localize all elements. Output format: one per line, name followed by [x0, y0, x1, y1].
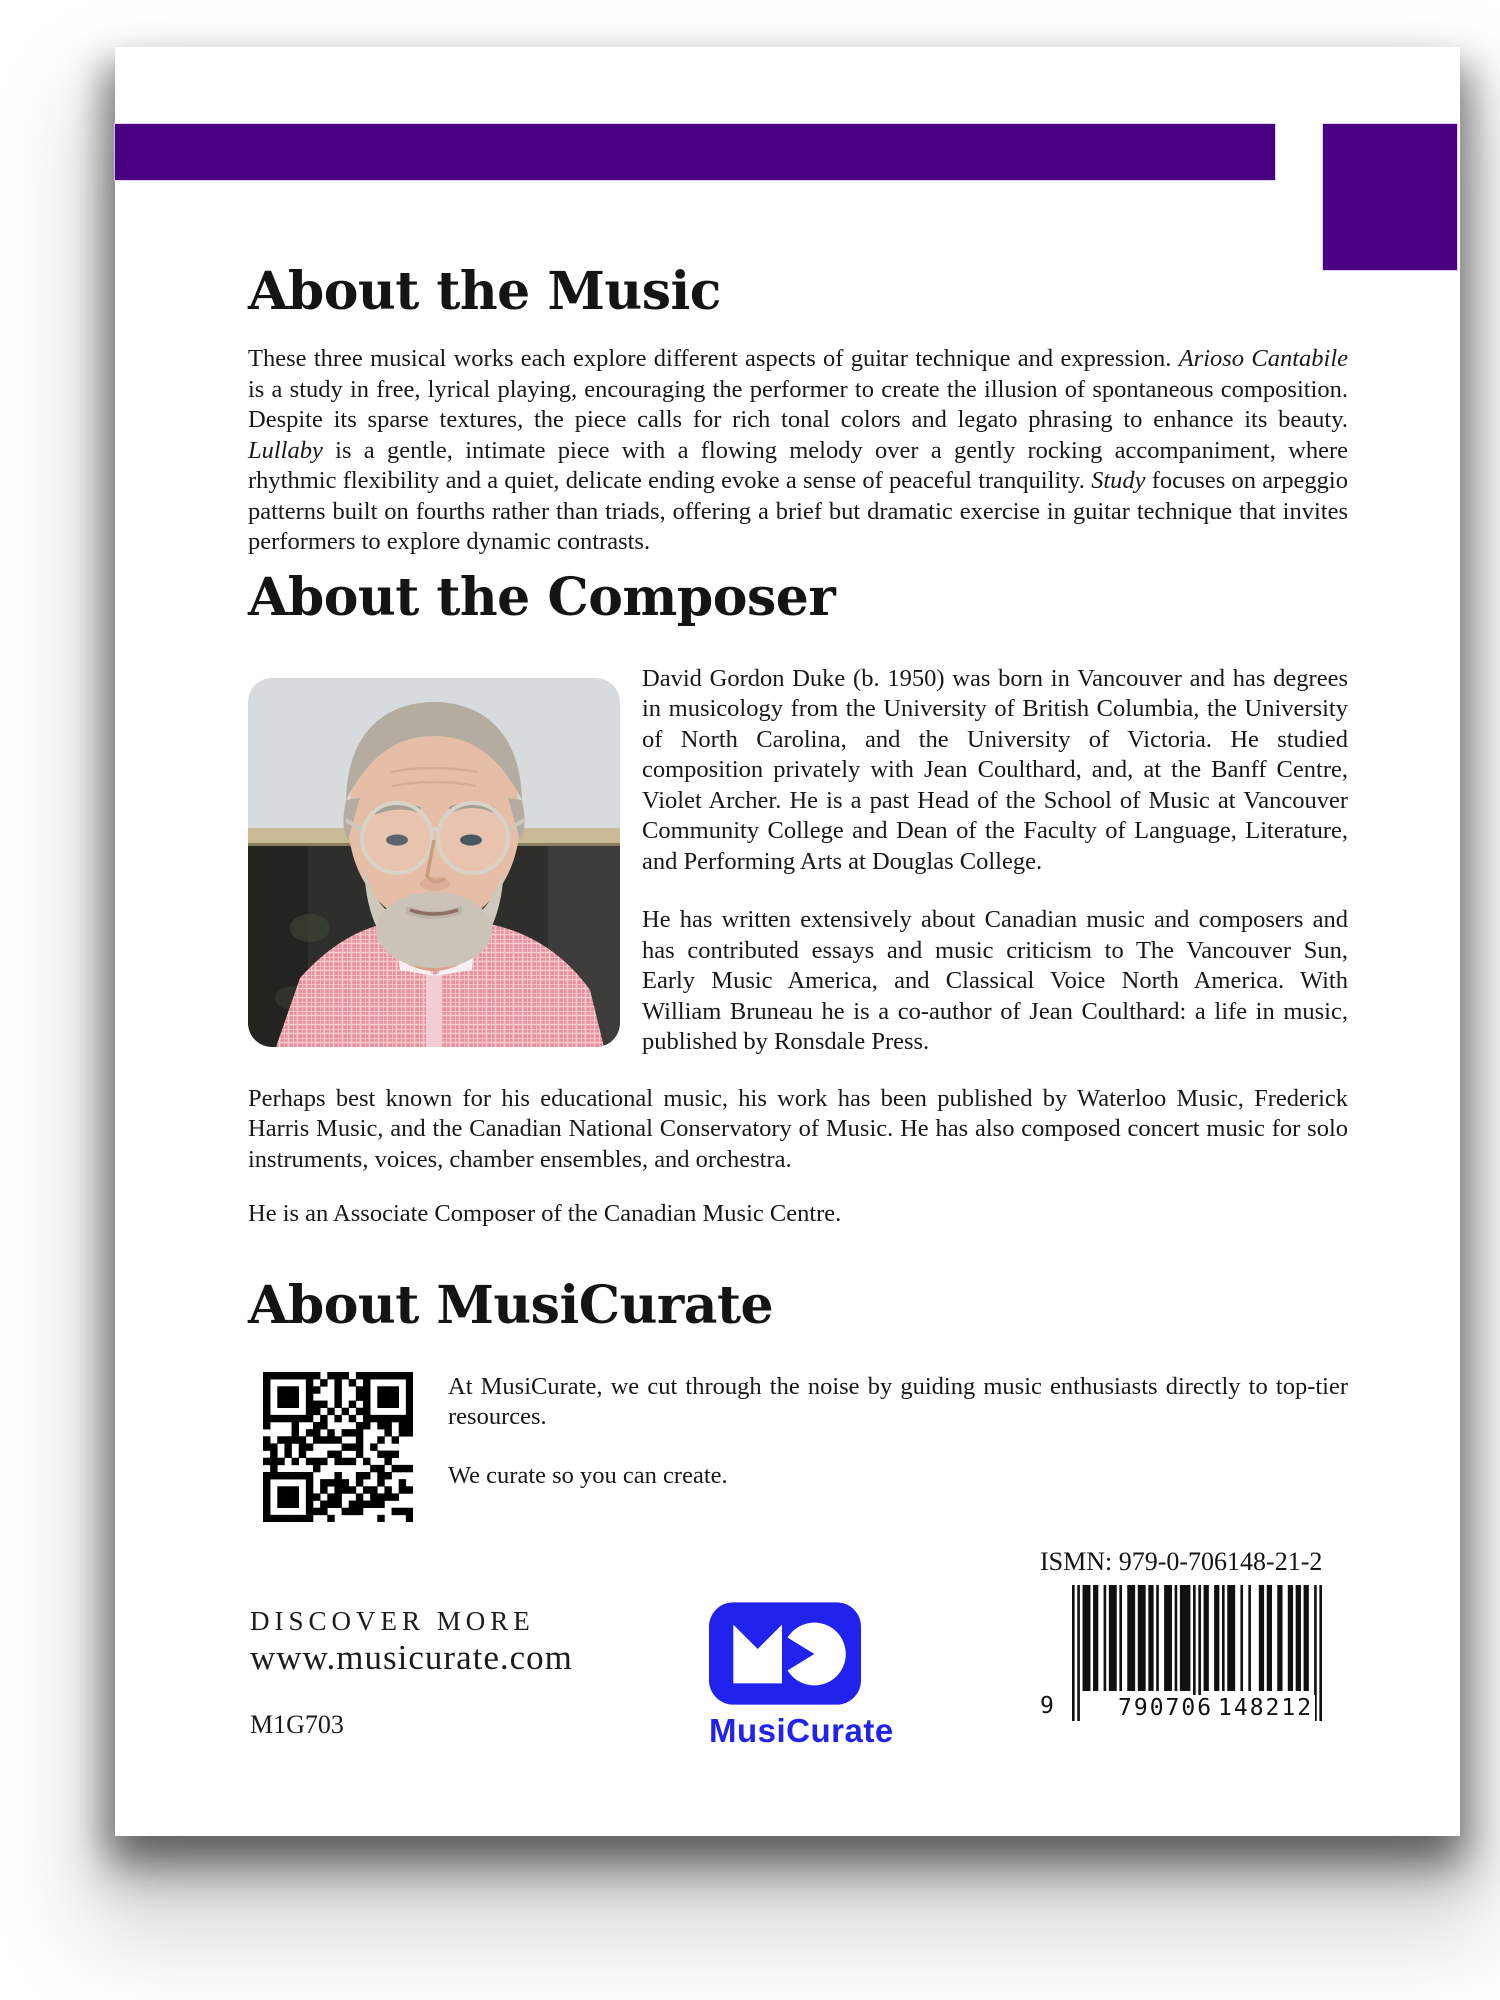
main-content	[248, 47, 1348, 1522]
musicurate-row	[248, 1372, 1348, 1522]
isbn-barcode-block	[1040, 1547, 1322, 1721]
catalog-number: M1G703	[250, 1710, 344, 1739]
composer-paragraph-4: He is an Associate Composer of the Canadian Music Centre.	[248, 1200, 842, 1227]
section-heading-about-musicurate: About MusiCurate	[248, 1274, 774, 1336]
ismn-label: ISMN: 979-0-706148-21-2	[1040, 1547, 1323, 1576]
musicurate-logo-block	[709, 1602, 894, 1750]
barcode-bars	[1072, 1585, 1322, 1721]
composer-paragraph-1: David Gordon Duke (b. 1950) was born in Vancouver and has degrees in musicology from the University of British Columbia, the University of North Carolina, and the University of Victoria. He studied composition privately with Jean Coulthard, and, at the Banff Centre, Violet Archer. He is a past Head of the School of Music at Vancouver Community College and Dean of the Faculty of Language, Literature, and Performing Arts at Douglas College.	[642, 664, 1348, 875]
musicurate-text-column	[448, 1372, 1348, 1522]
musicurate-tagline: We curate so you can create.	[448, 1461, 728, 1489]
about-music-paragraph: These three musical works each explore different aspects of guitar technique and expression. Arioso Cantabile is a study in free, lyrical playing, encouraging the performer to create the illusion of spontaneous composition. Despite its sparse textures, the piece calls for rich tonal colors and legato phrasing to enhance its beauty. Lullaby is a gentle, intimate piece with a flowing melody over a gently rocking accompaniment, where rhythmic flexibility and a quiet, delicate ending evoke a sense of peaceful tranquility. Study focuses on arpeggio patterns built on fourths rather than triads, offering a brief but dramatic exercise in guitar technique that invites performers to explore dynamic contrasts.	[248, 345, 1348, 555]
composer-row	[248, 664, 1348, 1058]
section-heading-about-composer: About the Composer	[248, 566, 836, 628]
musicurate-logo-word: MusiCurate	[709, 1712, 894, 1749]
barcode-right-digits: 148212	[1218, 1695, 1314, 1721]
barcode	[1040, 1585, 1322, 1721]
composer-photo	[248, 678, 620, 1047]
musicurate-paragraph: At MusiCurate, we cut through the noise by guiding music enthusiasts directly to top-tier resources.	[448, 1372, 1348, 1430]
composer-text-column	[642, 664, 1348, 1058]
page-sheet	[115, 47, 1460, 1836]
purple-corner-square	[1323, 124, 1457, 270]
discover-more-label: DISCOVER MORE	[250, 1606, 535, 1636]
barcode-left-digits: 790706	[1118, 1695, 1214, 1721]
composer-paragraph-3: Perhaps best known for his educational music, his work has been published by Waterloo Music, Frederick Harris Music, and the Canadian National Conservatory of Music. He has also composed concert music for solo instruments, voices, chamber ensembles, and orchestra.	[248, 1084, 1348, 1173]
composer-portrait-illustration	[248, 678, 620, 1047]
composer-paragraph-2: He has written extensively about Canadian music and composers and has contributed essays and music criticism to The Vancouver Sun, Early Music America, and Classical Voice North America. With William Bruneau he is a co-author of Jean Coulthard: a life in music, published by Ronsdale Press.	[642, 906, 1348, 1055]
website-url: www.musicurate.com	[250, 1638, 573, 1677]
qr-code-icon	[263, 1372, 413, 1522]
musicurate-logo-icon	[709, 1602, 861, 1705]
barcode-lead-digit: 9	[1040, 1693, 1054, 1719]
purple-header-bar	[115, 124, 1275, 180]
section-heading-about-music: About the Music	[248, 261, 721, 322]
